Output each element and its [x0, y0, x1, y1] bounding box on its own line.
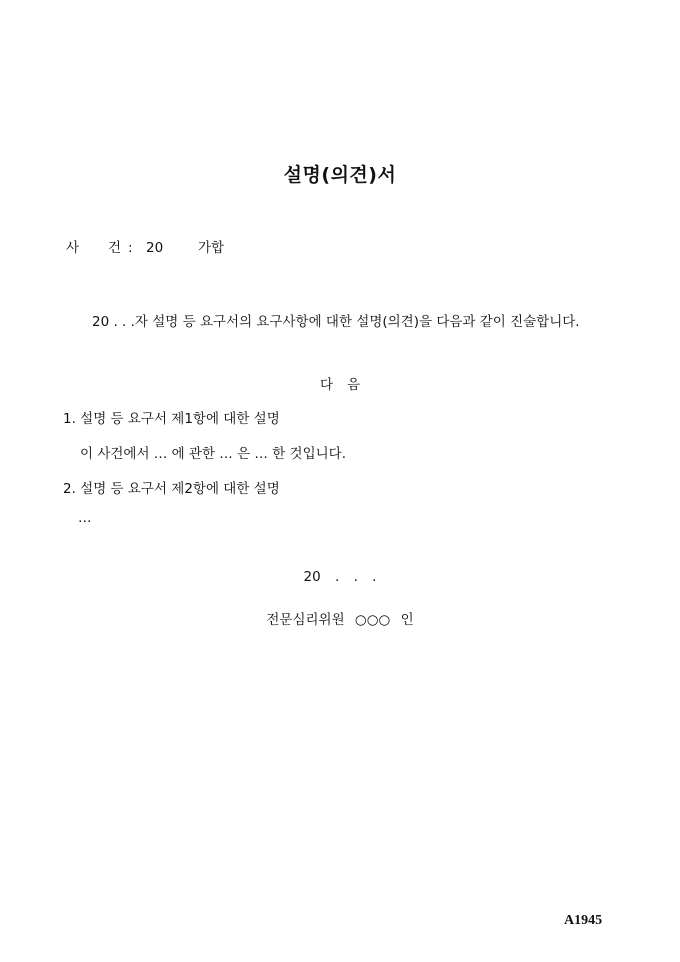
item-2-body: …: [78, 510, 92, 526]
case-label-part2: 건: [108, 240, 122, 256]
case-suffix: 가합: [198, 240, 225, 256]
next-heading: 다음: [319, 377, 375, 393]
document-title: 설명(의견)서: [283, 164, 397, 186]
form-code: A1945: [564, 913, 603, 928]
intro-paragraph: 20 . . .자 설명 등 요구서의 요구사항에 대한 설명(의견)을 다음과 같이 진술합니다.: [92, 314, 580, 330]
case-colon: :: [128, 240, 133, 256]
case-number-row: [66, 236, 224, 256]
item-2-heading: 2. 설명 등 요구서 제2항에 대한 설명: [63, 481, 280, 497]
date-line: 20 . . .: [303, 569, 377, 585]
item-1-heading: 1. 설명 등 요구서 제1항에 대한 설명: [63, 411, 280, 427]
case-year: 20: [146, 240, 164, 256]
signature-name: ○○○: [354, 612, 391, 628]
case-label-part1: 사: [66, 240, 80, 256]
signature-seal: 인: [400, 612, 414, 628]
item-1-body: 이 사건에서 … 에 관한 … 은 … 한 것입니다.: [80, 446, 346, 462]
signature-line: [0, 608, 680, 628]
signature-role: 전문심리위원: [266, 612, 345, 628]
